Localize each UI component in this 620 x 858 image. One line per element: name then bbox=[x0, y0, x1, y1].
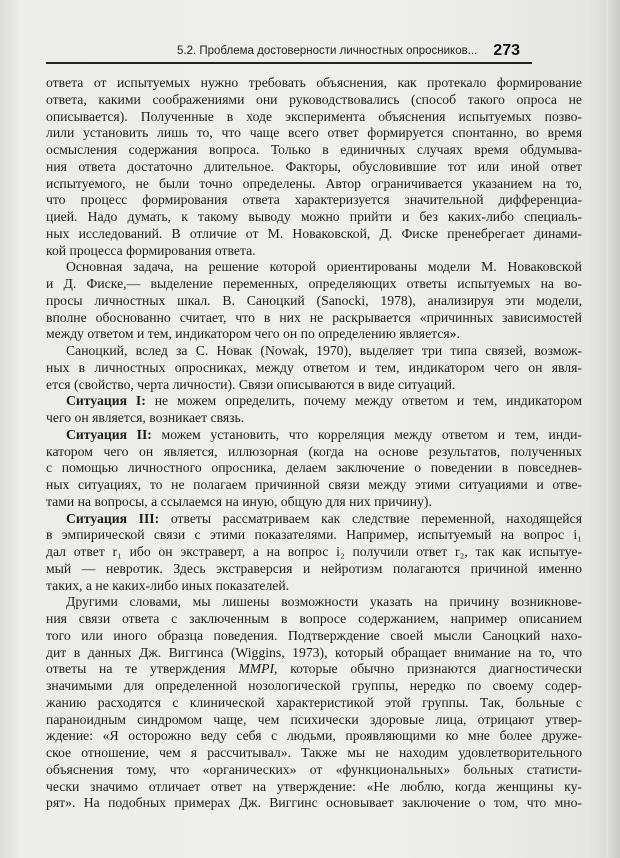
text-line bbox=[46, 745, 582, 762]
text-line bbox=[46, 142, 582, 159]
line-text: ответа, какими соображениями они руководствовались (способ такого опроса не bbox=[46, 91, 582, 107]
line-text: жанию расходятся с клинической характеристикой этой группы. Так, больные с bbox=[46, 694, 582, 710]
line-text: можем установить, что корреляция между ответом и тем, инди- bbox=[151, 426, 582, 442]
line-text: Основная задача, на решение которой ориентированы модели М. Новаковской bbox=[66, 259, 582, 275]
line-text: ния связи ответа с заключенным в вопросе содержанием, например описанием bbox=[46, 611, 582, 626]
text-line bbox=[46, 544, 582, 561]
line-text: объяснения тому, что «органических» от «функциональных» больных статисти- bbox=[46, 761, 582, 777]
line-text: ское отношение, чем я рассчитывал». Также мы не находим удовлетворительного bbox=[46, 745, 582, 760]
paragraph bbox=[46, 511, 582, 595]
text-line bbox=[46, 209, 582, 226]
text-line bbox=[46, 310, 582, 327]
line-text: ных исследований. В отличие от М. Новаковской, Д. Фиске пренебрегает динами- bbox=[46, 225, 582, 241]
header-rule bbox=[46, 62, 532, 64]
mmpi-term: MMPI bbox=[238, 661, 275, 677]
text-line bbox=[46, 343, 582, 360]
line-text: ответы на те утверждения MMPI, которые обычно признаются диагностически bbox=[46, 661, 582, 677]
text-line bbox=[46, 410, 582, 427]
text-line bbox=[46, 159, 582, 176]
text-line bbox=[46, 92, 582, 109]
line-text: катором чего он является, иллюзорная (когда на основе результатов, полученных bbox=[46, 443, 582, 459]
line-text: Саноцкий, вслед за С. Новак (Nowak, 1970), выделяет три типа связей, возмож- bbox=[66, 343, 582, 358]
paragraph bbox=[46, 427, 582, 511]
text-line bbox=[46, 628, 582, 645]
text-line bbox=[46, 712, 582, 729]
line-text: испытуемого, не были точно определены. Автор ограничивается указанием на то, bbox=[46, 175, 582, 191]
line-text: мый — невротик. Здесь экстраверсия и нейротизм полагаются причиной именно bbox=[46, 560, 582, 576]
text-line bbox=[46, 259, 582, 276]
page-number: 273 bbox=[493, 42, 520, 59]
text-line bbox=[46, 728, 582, 745]
line-text: ответы рассматриваем как следствие переменной, находящейся bbox=[159, 510, 582, 526]
line-text: между ответом и тем, индикатором чего он по определению является». bbox=[46, 326, 460, 342]
line-text: чего он является, возникает связь. bbox=[46, 410, 245, 425]
text-line bbox=[46, 176, 582, 193]
body-text bbox=[46, 75, 582, 812]
paragraph bbox=[46, 259, 582, 343]
line-text: с помощью личностного опросника, делаем заключение о поведении в повседнев- bbox=[46, 460, 582, 476]
text-line bbox=[46, 762, 582, 779]
situation-label: Ситуация II: bbox=[66, 426, 152, 442]
text-line bbox=[46, 477, 582, 494]
line-text: ждение: «Я осторожно веду себя с людьми, проявляющими ко мне более друже- bbox=[46, 728, 582, 744]
text-line bbox=[46, 75, 582, 92]
text-line bbox=[46, 360, 582, 377]
text-line bbox=[46, 779, 582, 796]
line-text: рят». На подобных примерах Дж. Виггинс основывает заключение о том, что мно- bbox=[46, 795, 582, 811]
text-line bbox=[46, 611, 582, 628]
line-text: Другими словами, мы лишены возможности указать на причину возникнове- bbox=[66, 594, 582, 610]
text-line bbox=[46, 645, 582, 662]
paragraph bbox=[46, 343, 582, 393]
line-text: и Д. Фиске,— выделение переменных, определяющих ответы испытуемых на во- bbox=[46, 276, 582, 291]
text-line bbox=[46, 527, 582, 544]
text-line bbox=[46, 460, 582, 477]
text-line bbox=[46, 444, 582, 461]
text-line bbox=[46, 326, 582, 343]
line-text: дит в данных Дж. Виггинса (Wiggins, 1973), который обращает внимание на то, что bbox=[46, 644, 582, 660]
line-text: вполне обоснованно считает, что в них не раскрывается «причинных зависимостей bbox=[46, 309, 582, 325]
text-line bbox=[46, 561, 582, 578]
line-text: дал ответ r₁ ибо он экстраверт, а на вопрос i₂ получили ответ r₂, так как испытуе- bbox=[46, 544, 582, 559]
page-edge-shadow bbox=[606, 0, 620, 858]
line-text: не можем определить, почему между ответом и тем, индикатором bbox=[145, 393, 582, 409]
line-text: того или иного образца поведения. Подтверждение своей мысли Саноцкий нахо- bbox=[46, 627, 582, 643]
text-line bbox=[46, 511, 582, 528]
text-line bbox=[46, 243, 582, 260]
text-line bbox=[46, 393, 582, 410]
line-text: ответа от испытуемых нужно требовать объяснения, как протекало формирование bbox=[46, 75, 582, 90]
text-line bbox=[46, 594, 582, 611]
line-text: значимыми для определенной нозологической группы, нередко по своему содер- bbox=[46, 678, 582, 693]
text-line bbox=[46, 109, 582, 126]
line-text: просы личностных шкал. В. Саноцкий (Sanocki, 1978), анализируя эти модели, bbox=[46, 292, 582, 308]
line-text: чески значимо отличает ответ на утверждение: «Не люблю, когда женщины ку- bbox=[46, 778, 582, 794]
text-line bbox=[46, 661, 582, 678]
text-line bbox=[46, 795, 582, 812]
line-text: что процесс формирования ответа характеризуется значительной дифференциа- bbox=[46, 192, 582, 208]
text-line bbox=[46, 192, 582, 209]
line-text: лили установить лишь то, что чаще всего ответ формируется спонтанно, во время bbox=[46, 125, 582, 141]
text-line bbox=[46, 293, 582, 310]
text-line bbox=[46, 427, 582, 444]
text-line bbox=[46, 578, 582, 595]
line-text: ных ситуациях, то не полагаем причинной связи между этими ситуациями и отве- bbox=[46, 477, 582, 492]
line-text: ных в личностных опросниках, между ответом и тем, индикатором чего он явля- bbox=[46, 359, 582, 375]
line-text: цией. Надо думать, к такому выводу можно прийти и без каких-либо специаль- bbox=[46, 209, 582, 224]
line-text: кой процесса формирования ответа. bbox=[46, 242, 256, 258]
running-header-title: 5.2. Проблема достоверности личностных опросников... bbox=[177, 45, 478, 57]
line-text: описывается). Полученные в ходе эксперимента объяснения испытуемых позво- bbox=[46, 108, 582, 124]
situation-label: Ситуация I: bbox=[66, 393, 146, 409]
text-line bbox=[46, 276, 582, 293]
line-text: в эмпирической связи с этими показателями. Например, испытуемый на вопрос i₁ bbox=[46, 527, 582, 543]
line-text: ния ответа достаточно длительное. Факторы, обусловившие тот или иной ответ bbox=[46, 158, 582, 174]
text-line bbox=[46, 226, 582, 243]
paragraph bbox=[46, 393, 582, 427]
text-line bbox=[46, 377, 582, 394]
line-text: таких, а не каких-либо иных показателей. bbox=[46, 577, 290, 593]
text-line bbox=[46, 678, 582, 695]
paragraph bbox=[46, 75, 582, 259]
text-line bbox=[46, 494, 582, 511]
situation-label: Ситуация III: bbox=[66, 510, 160, 526]
line-text: ется (свойство, черта личности). Связи описываются в виде ситуаций. bbox=[46, 376, 456, 392]
text-line bbox=[46, 695, 582, 712]
running-header bbox=[46, 36, 520, 60]
line-text: осмысления содержания вопроса. Только в единичных случаях время обдумыва- bbox=[46, 142, 582, 157]
line-text: тами на вопросы, а ссылаемся на иную, общую для них причину). bbox=[46, 493, 432, 509]
text-line bbox=[46, 125, 582, 142]
paragraph bbox=[46, 594, 582, 812]
line-text: параноидным синдромом чаще, чем психически здоровые лица, отрицают утвер- bbox=[46, 711, 582, 727]
